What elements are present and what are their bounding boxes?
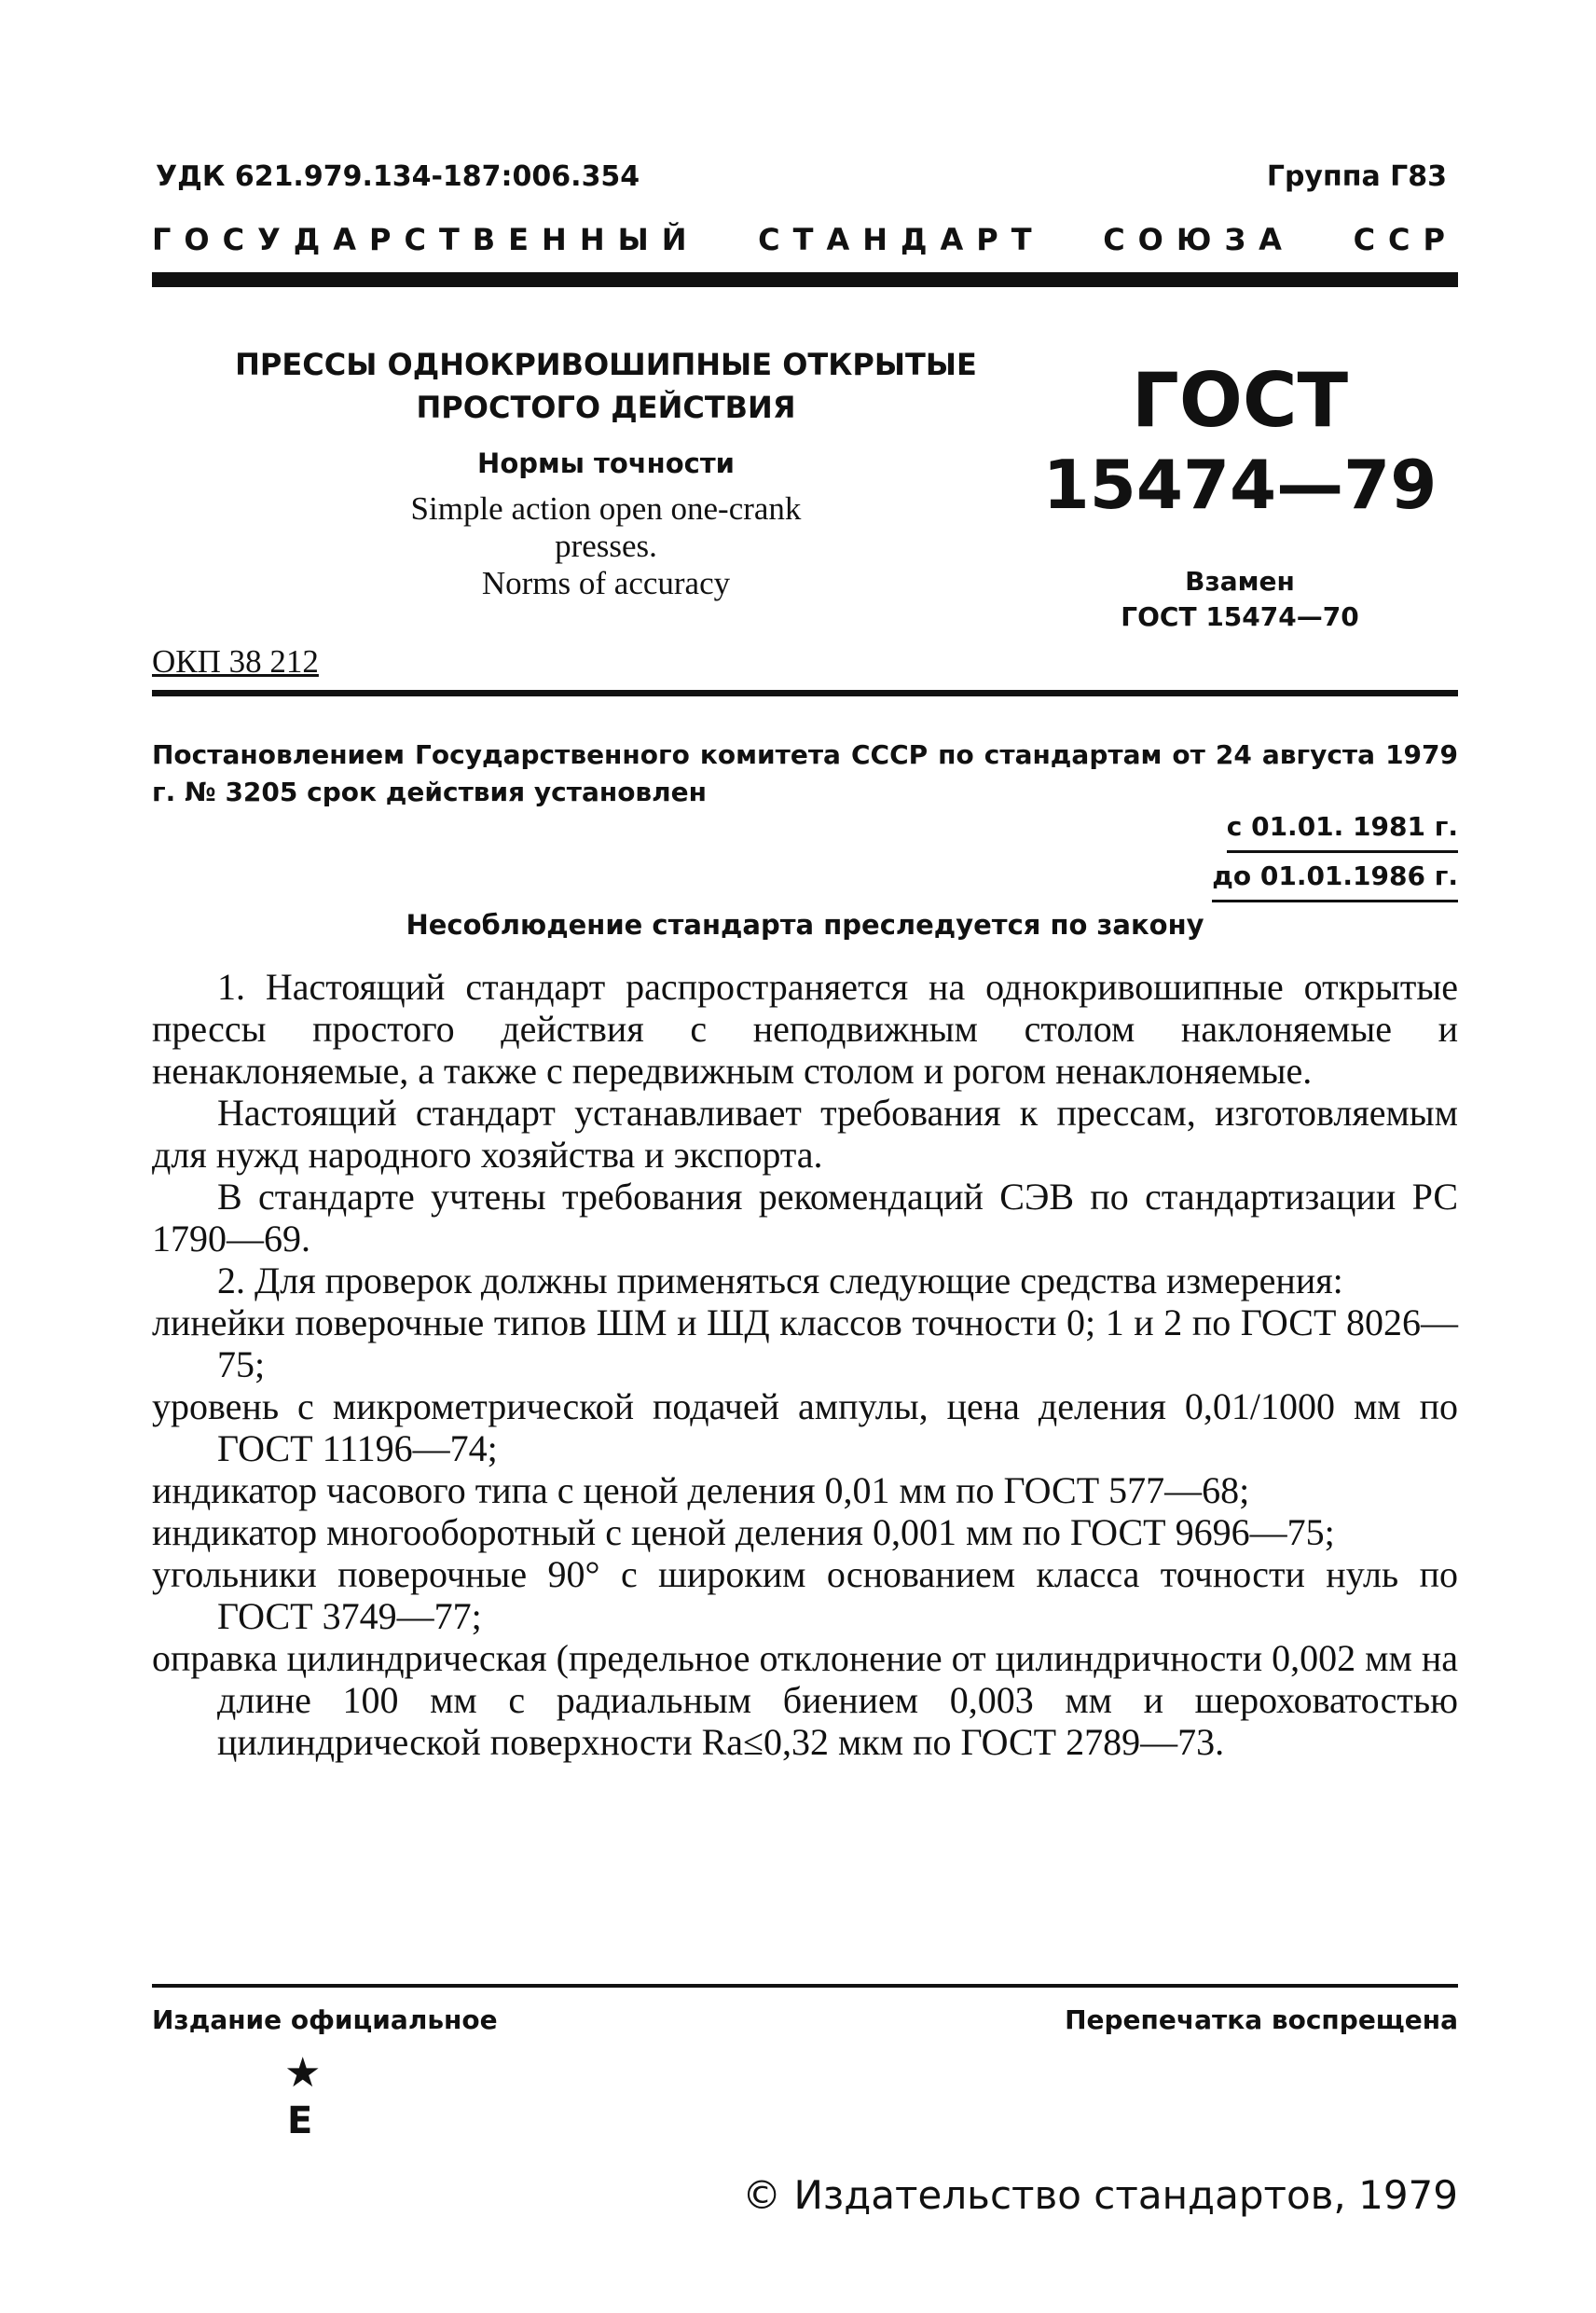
decree-text: Постановлением Государственного комитета СССР по стандартам от 24 августа 1979 г. № 3205 срок действия установлен (152, 739, 1458, 807)
group-code: Группа Г83 (1266, 160, 1447, 193)
title-line-2: ПРОСТОГО ДЕЙСТВИЯ (416, 390, 796, 425)
paragraph-2: Настоящий стандарт устанавливает требования к прессам, изготовляемым для нужд народного хозяйства и экспорта. (152, 1092, 1458, 1176)
title-subtitle: Нормы точности (477, 447, 735, 479)
okp-code: ОКП 38 212 (152, 643, 319, 680)
english-title-line-3: Norms of accuracy (481, 565, 731, 601)
star-icon: ★ (284, 2049, 322, 2097)
heading-divider (152, 272, 1458, 287)
state-standard-heading (152, 222, 1458, 257)
list-item: линейки поверочные типов ШМ и ШД классов точности 0; 1 и 2 по ГОСТ 8026—75; (152, 1301, 1458, 1385)
paragraph-1: 1. Настоящий стандарт распространяется на однокривошипные открытые прессы простого действия с неподвижным столом наклоняемые и ненаклоняемые, а также с передвижным столом и рогом ненаклоняемые. (152, 966, 1458, 1092)
instrument-list (152, 1301, 1458, 1763)
paragraph-3: В стандарте учтены требования рекомендаций СЭВ по стандартизации РС 1790—69. (152, 1176, 1458, 1260)
english-title (233, 490, 979, 602)
replaces-label: Взамен (1185, 566, 1295, 597)
udk-code: УДК 621.979.134-187:006.354 (156, 160, 640, 193)
copyright-notice: © Издательство стандартов, 1979 (742, 2172, 1458, 2218)
heading-word-2: СТАНДАРТ (758, 222, 1045, 257)
list-item: угольники поверочные 90° с широким основанием класса точности нуль по ГОСТ 3749—77; (152, 1553, 1458, 1637)
title-line-1: ПРЕССЫ ОДНОКРИВОШИПНЫЕ ОТКРЫТЫЕ (235, 347, 977, 382)
heading-word-1: ГОСУДАРСТВЕННЫЙ (152, 222, 700, 257)
english-title-line-1: Simple action open one-crank (410, 490, 802, 527)
english-title-line-2: presses. (555, 528, 657, 564)
replaces-value: ГОСТ 15474—70 (1121, 601, 1359, 632)
non-compliance-notice: Несоблюдение стандарта преследуется по закону (406, 909, 1204, 941)
list-item: индикатор многооборотный с ценой деления 0,001 мм по ГОСТ 9696—75; (152, 1511, 1335, 1553)
replaces-block (1025, 564, 1454, 635)
okp-divider (152, 690, 1458, 696)
edition-label: Издание официальное (152, 2004, 498, 2035)
list-item: индикатор часового типа с ценой деления 0,01 мм по ГОСТ 577—68; (152, 1469, 1250, 1511)
gost-word: ГОСТ (1131, 357, 1349, 444)
gost-number: 15474—79 (1042, 446, 1438, 524)
validity-to: до 01.01.1986 г. (1212, 853, 1458, 902)
heading-word-3: СОЮЗА (1103, 222, 1295, 257)
footer-divider (152, 1984, 1458, 1988)
validity-from: с 01.01. 1981 г. (1227, 804, 1458, 853)
body-text (152, 966, 1458, 1763)
paragraph-4: 2. Для проверок должны применяться следующие средства измерения: (217, 1260, 1343, 1301)
gost-designation (1025, 359, 1454, 635)
validity-dates (1212, 804, 1458, 902)
reprint-notice: Перепечатка воспрещена (1065, 2004, 1458, 2035)
list-item: оправка цилиндрическая (предельное отклонение от цилиндричности 0,002 мм на длине 100 мм с радиальным биением 0,003 мм и шероховатостью цилиндрической поверхности Ra≤0,32 мкм по ГОСТ 2789—73. (152, 1637, 1458, 1763)
title-block (233, 343, 979, 602)
heading-word-4: ССР (1353, 222, 1458, 257)
e-mark: E (287, 2100, 313, 2142)
list-item: уровень с микрометрической подачей ампулы, цена деления 0,01/1000 мм по ГОСТ 11196—74; (152, 1385, 1458, 1469)
